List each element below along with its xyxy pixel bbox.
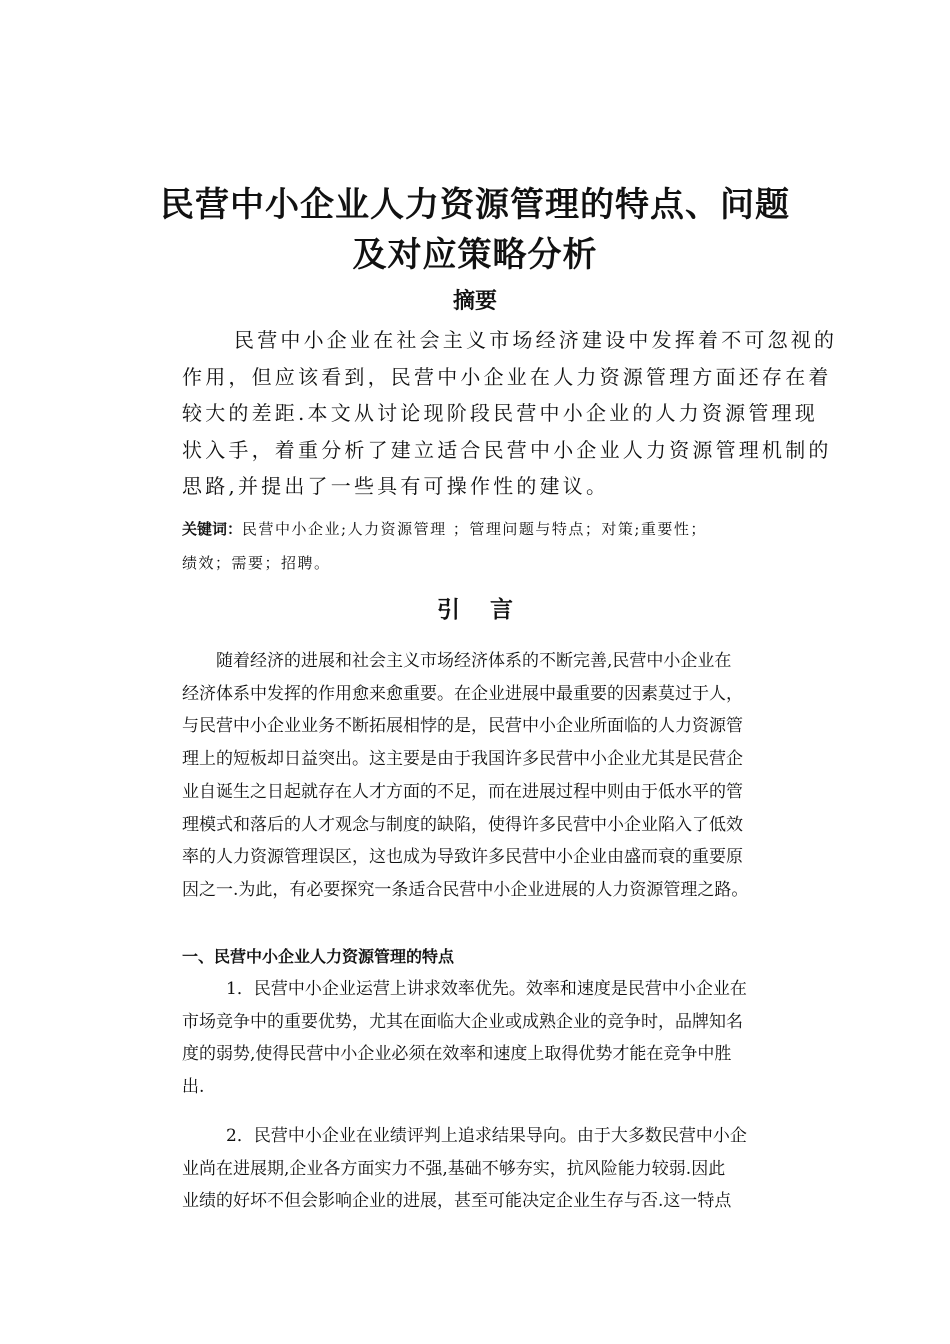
abstract-line: 民营中小企业在社会主义市场经济建设中发挥着不可忽视的 (234, 328, 838, 352)
intro-line: 理模式和落后的人才观念与制度的缺陷，使得许多民营中小企业陷入了低效 (182, 814, 743, 835)
keywords-label: 关键词： (182, 520, 243, 538)
document-title-line-1: 民营中小企业人力资源管理的特点、问题 (160, 185, 790, 225)
abstract-line: 较大的差距.本文从讨论现阶段民营中小企业的人力资源管理现 (182, 401, 818, 425)
intro-line: 经济体系中发挥的作用愈来愈重要。在企业进展中最重要的因素莫过于人， (182, 683, 743, 704)
intro-line: 理上的短板却日益突出。这主要是由于我国许多民营中小企业尤其是民营企 (182, 749, 743, 770)
point-2-line: 业绩的好坏不但会影响企业的进展，甚至可能决定企业生存与否.这一特点 (182, 1191, 732, 1212)
point-2-paragraph (182, 1120, 822, 1218)
point-1-line: 度的弱势,使得民营中小企业必须在效率和速度上取得优势才能在竞争中胜 (182, 1044, 732, 1065)
point-1-line: 1．民营中小企业运营上讲求效率优先。效率和速度是民营中小企业在 (226, 979, 747, 999)
section-1-heading: 一、民营中小企业人力资源管理的特点 (182, 947, 455, 966)
introduction-paragraph (182, 645, 822, 907)
intro-line: 与民营中小企业业务不断拓展相悖的是，民营中小企业所面临的人力资源管 (182, 716, 743, 737)
abstract-paragraph (182, 322, 838, 505)
point-1-line: 出. (182, 1077, 205, 1098)
intro-line: 率的人力资源管理误区，这也成为导致许多民营中小企业由盛而衰的重要原 (182, 847, 743, 868)
section-title-introduction: 引言 (437, 597, 543, 623)
abstract-line: 思路,并提出了一些具有可操作性的建议。 (182, 474, 610, 498)
point-1-line: 市场竞争中的重要优势，尤其在面临大企业或成熟企业的竞争时，品牌知名 (182, 1011, 743, 1032)
point-2-line: 2．民营中小企业在业绩评判上追求结果导向。由于大多数民营中小企 (226, 1126, 747, 1146)
keywords-line (182, 512, 822, 546)
intro-line: 随着经济的进展和社会主义市场经济体系的不断完善,民营中小企业在 (216, 651, 732, 671)
abstract-heading: 摘要 (452, 289, 497, 314)
intro-line: 因之一.为此，有必要探究一条适合民营中小企业进展的人力资源管理之路。 (182, 879, 749, 900)
point-2-line: 业尚在进展期,企业各方面实力不强,基础不够夯实，抗风险能力较弱.因此 (182, 1158, 726, 1179)
keywords-block (182, 512, 822, 580)
abstract-line: 状入手，着重分析了建立适合民营中小企业人力资源管理机制的 (182, 437, 832, 462)
keywords-text: 民营中小企业;人力资源管理 ；管理问题与特点；对策;重要性； (242, 520, 707, 538)
intro-line: 业自诞生之日起就存在人才方面的不足，而在进展过程中则由于低水平的管 (182, 781, 743, 802)
point-1-paragraph (182, 973, 822, 1104)
abstract-line: 作用，但应该看到，民营中小企业在人力资源管理方面还存在着 (182, 364, 832, 389)
keywords-line: 绩效；需要；招聘。 (182, 554, 331, 572)
document-title-line-2: 及对应策略分析 (352, 235, 598, 275)
